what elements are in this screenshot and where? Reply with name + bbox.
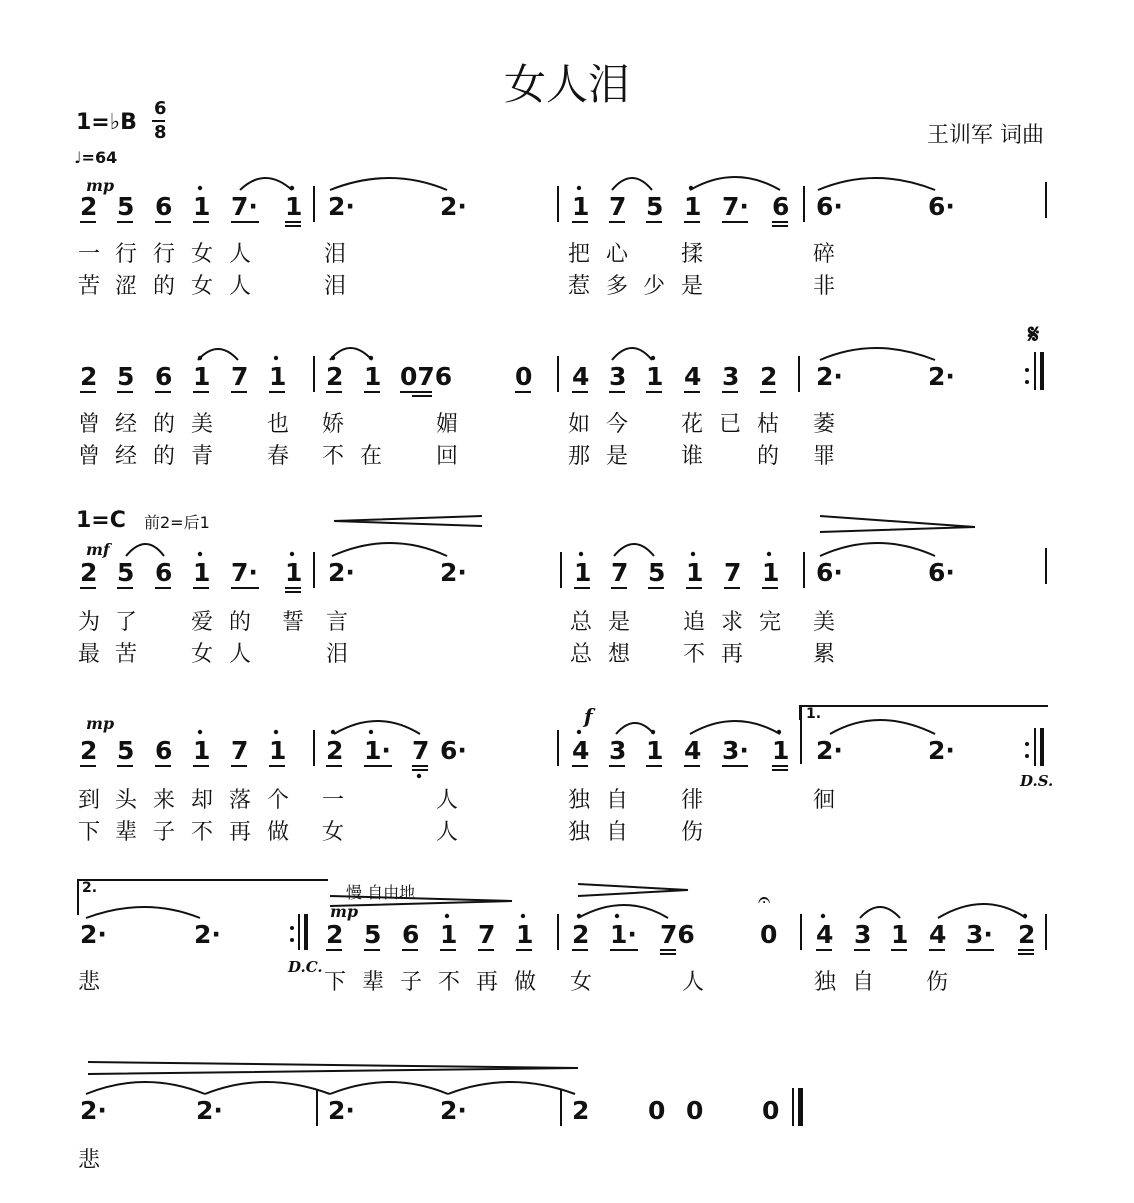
lyric: 花 [681, 412, 704, 437]
note: 1 [762, 558, 780, 587]
lyric: 曾 [78, 412, 101, 437]
note: 2· [440, 1096, 467, 1125]
lyric: 头 [115, 788, 138, 813]
lyric: 如 [568, 412, 591, 437]
lyric: 少 [643, 274, 666, 299]
note: 3 [854, 920, 872, 949]
note: 2 [80, 362, 98, 391]
tie [818, 178, 935, 190]
note: 5 [117, 362, 135, 391]
note: 1 [285, 558, 303, 587]
tie [830, 720, 935, 734]
lyric: 子 [153, 820, 176, 845]
note: 2· [328, 558, 355, 587]
note: 3· [722, 736, 749, 765]
lyric: 一 [78, 242, 101, 267]
lyric: 完 [759, 610, 782, 635]
lyric: 碎 [813, 242, 836, 267]
note: 0 [515, 362, 533, 391]
lyric: 自 [606, 788, 629, 813]
note: 1 [269, 362, 287, 391]
ending-first-label: 1. [806, 706, 822, 722]
slur [240, 178, 292, 190]
lyric: 女 [191, 274, 214, 299]
note: 2· [328, 1096, 355, 1125]
note: 3 [609, 736, 627, 765]
lyric: 萎 [813, 412, 836, 437]
lyric: 不 [191, 820, 214, 845]
note: 7· [231, 192, 258, 221]
note: 7 [478, 920, 496, 949]
note: 5 [117, 736, 135, 765]
note: 2 [80, 192, 98, 221]
slur [690, 177, 780, 190]
note: 1 [269, 736, 287, 765]
lyric: 辈 [115, 820, 138, 845]
lyric: 涩 [115, 274, 138, 299]
lyric: 为 [78, 610, 101, 635]
lyric: 泪 [324, 274, 347, 299]
note: 6· [816, 192, 843, 221]
note: 6 [155, 558, 173, 587]
note: 6 [155, 736, 173, 765]
tie [448, 1082, 575, 1094]
note: 7· [231, 558, 258, 587]
tie [332, 543, 447, 556]
lyric: 苦 [115, 642, 138, 667]
lyric: 女 [570, 970, 593, 995]
note: 3 [722, 362, 740, 391]
lyric: 枯 [757, 412, 780, 437]
note: 6· [816, 558, 843, 587]
lyric: 独 [568, 820, 591, 845]
lyric: 悲 [78, 970, 101, 995]
slur [616, 723, 654, 734]
note: 6· [440, 736, 467, 765]
note: 1 [686, 558, 704, 587]
lyric: 伤 [926, 970, 949, 995]
note: 5 [117, 192, 135, 221]
note: 1 [772, 736, 790, 765]
lyric: 不 [438, 970, 461, 995]
segno-icon: 𝄋 [1028, 320, 1040, 350]
note: 2· [440, 558, 467, 587]
key-change-note: 前2=后1 [144, 513, 210, 532]
lyric: 女 [191, 242, 214, 267]
tie [86, 1082, 205, 1094]
lyric: 今 [606, 412, 629, 437]
note: 2 [326, 920, 344, 949]
note: 5 [646, 192, 664, 221]
lyric: 非 [813, 274, 836, 299]
lyric: 一 [322, 788, 345, 813]
lyric: 徘 [681, 788, 704, 813]
lyric: 总 [570, 610, 593, 635]
dynamic-mp: mp [86, 176, 115, 195]
note: 4 [816, 920, 834, 949]
note: 1 [516, 920, 534, 949]
lyric: 经 [115, 412, 138, 437]
lyric: 了 [115, 610, 138, 635]
lyric: 谁 [681, 444, 704, 469]
note: 7 [412, 736, 430, 765]
lyric: 美 [191, 412, 214, 437]
lyric: 再 [229, 820, 252, 845]
ending-second-label: 2. [82, 880, 98, 896]
lyric: 再 [476, 970, 499, 995]
lyric: 行 [153, 242, 176, 267]
note: 1 [193, 736, 211, 765]
lyric: 独 [568, 788, 591, 813]
slur [578, 905, 668, 918]
note: 1 [193, 192, 211, 221]
note: 2 [80, 558, 98, 587]
composer-credit: 王训军 词曲 [927, 123, 1044, 148]
note: 0 [686, 1096, 704, 1125]
note: 1 [285, 192, 303, 221]
note: 3· [966, 920, 993, 949]
lyric: 苦 [78, 274, 101, 299]
fermata-icon: 𝄐 [758, 888, 771, 913]
note: 1 [440, 920, 458, 949]
slur [938, 904, 1026, 918]
note: 1· [364, 736, 391, 765]
lyric: 在 [360, 444, 383, 469]
note: 4 [572, 736, 590, 765]
note: 2· [328, 192, 355, 221]
lyric: 泪 [324, 242, 347, 267]
lyric: 不 [322, 444, 345, 469]
tie [820, 543, 935, 556]
lyric: 的 [757, 444, 780, 469]
note: 1 [646, 362, 664, 391]
note: 2· [440, 192, 467, 221]
slur [330, 348, 372, 360]
note: 1 [646, 736, 664, 765]
lyric: 自 [852, 970, 875, 995]
lyric: 再 [721, 642, 744, 667]
lyric: 做 [514, 970, 537, 995]
lyric: 伤 [681, 820, 704, 845]
lyric: 揉 [681, 242, 704, 267]
lyric: 爱 [191, 610, 214, 635]
note: 2· [80, 1096, 107, 1125]
note: 1 [193, 558, 211, 587]
note: 7 [231, 736, 249, 765]
note: 1 [364, 362, 382, 391]
note: 1 [574, 558, 592, 587]
tempo-marking: ♩=64 [74, 148, 118, 167]
key-change: 1=C [76, 508, 126, 533]
lyric: 是 [608, 610, 631, 635]
note: 5 [648, 558, 666, 587]
note: 2 [326, 362, 344, 391]
note: 7 [231, 362, 249, 391]
lyric: 已 [719, 412, 742, 437]
lyric: 美 [813, 610, 836, 635]
note: 0 [762, 1096, 780, 1125]
lyric: 累 [813, 642, 836, 667]
lyric: 人 [682, 970, 705, 995]
note: 1 [572, 192, 590, 221]
note: 2· [816, 736, 843, 765]
note: 2 [760, 362, 778, 391]
lyric: 曾 [78, 444, 101, 469]
note: 1· [610, 920, 637, 949]
lyric: 惹 [568, 274, 591, 299]
lyric: 春 [267, 444, 290, 469]
lyric: 人 [229, 242, 252, 267]
lyric: 媚 [436, 412, 459, 437]
slur [126, 544, 164, 556]
dynamic-mp: mp [86, 714, 115, 733]
note: 4 [572, 362, 590, 391]
lyric: 人 [436, 788, 459, 813]
slur [612, 178, 652, 190]
note: 2 [326, 736, 344, 765]
lyric: 的 [229, 610, 252, 635]
lyric: 自 [606, 820, 629, 845]
slur [198, 349, 238, 360]
lyric: 娇 [322, 412, 345, 437]
time-sig-bottom: 8 [154, 122, 167, 143]
lyric: 来 [153, 788, 176, 813]
lyric: 落 [229, 788, 252, 813]
lyric: 到 [78, 788, 101, 813]
slur [614, 544, 654, 556]
crescendo-hairpin [334, 516, 482, 526]
lyric: 最 [78, 642, 101, 667]
note: 2· [196, 1096, 223, 1125]
lyric: 言 [326, 610, 349, 635]
note: 2 [1018, 920, 1036, 949]
decrescendo-hairpin [330, 896, 512, 906]
tempo-slow: 慢 自由地 [346, 883, 416, 902]
decrescendo-hairpin [88, 1062, 578, 1074]
decrescendo-hairpin [820, 516, 975, 532]
note: 0 [648, 1096, 666, 1125]
lyric: 总 [570, 642, 593, 667]
lyric: 徊 [813, 788, 836, 813]
note: 3 [609, 362, 627, 391]
tie [820, 348, 935, 360]
lyric: 做 [267, 820, 290, 845]
lyric: 想 [608, 642, 631, 667]
lyric: 回 [436, 444, 459, 469]
note: 6 [772, 192, 790, 221]
lyric: 的 [153, 412, 176, 437]
lyric: 心 [606, 242, 629, 267]
lyric: 人 [229, 274, 252, 299]
note: 6 [402, 920, 420, 949]
note: 2 [572, 920, 590, 949]
lyric: 人 [229, 642, 252, 667]
lyric: 的 [153, 274, 176, 299]
key-signature: 1=♭B [76, 110, 137, 135]
note: 7· [722, 192, 749, 221]
note: 5 [117, 558, 135, 587]
lyric: 下 [324, 970, 347, 995]
lyric: 女 [191, 642, 214, 667]
da-capo-mark: D.C. [288, 958, 323, 976]
tie [330, 178, 447, 190]
slur [860, 907, 900, 918]
note: 4 [684, 736, 702, 765]
note: 7 [724, 558, 742, 587]
note: 076 [400, 362, 453, 391]
lyric: 青 [191, 444, 214, 469]
lyric: 是 [681, 274, 704, 299]
note: 2· [928, 362, 955, 391]
note: 76 [660, 920, 695, 949]
dynamic-mf: mf [86, 540, 110, 559]
note: 6 [155, 192, 173, 221]
note: 2· [80, 920, 107, 949]
note: 4 [929, 920, 947, 949]
note: 7 [609, 192, 627, 221]
lyric: 是 [606, 444, 629, 469]
lyric: 泪 [326, 642, 349, 667]
lyric: 誓 [282, 610, 305, 635]
dynamic-f: f [584, 704, 593, 728]
lyric: 辈 [362, 970, 385, 995]
lyric: 个 [267, 788, 290, 813]
lyric: 人 [436, 820, 459, 845]
lyric: 下 [78, 820, 101, 845]
note: 2· [816, 362, 843, 391]
tie [205, 1082, 330, 1094]
lyric: 不 [683, 642, 706, 667]
lyric: 多 [606, 274, 629, 299]
lyric: 却 [191, 788, 214, 813]
ending-first-bracket [800, 706, 1048, 720]
lyric: 也 [267, 412, 290, 437]
note: 6· [928, 558, 955, 587]
lyric: 追 [683, 610, 706, 635]
lyric: 悲 [78, 1148, 101, 1173]
lyric: 求 [721, 610, 744, 635]
slur [334, 721, 420, 734]
page-title: 女人泪 [503, 60, 630, 109]
decrescendo-hairpin [578, 884, 688, 896]
lyric: 把 [568, 242, 591, 267]
note: 6· [928, 192, 955, 221]
lyric: 罪 [813, 444, 836, 469]
tie [330, 1082, 448, 1094]
note: 2 [80, 736, 98, 765]
note: 6 [155, 362, 173, 391]
slur [612, 348, 652, 360]
lyric: 经 [115, 444, 138, 469]
dal-segno-mark: D.S. [1020, 772, 1054, 790]
lyric: 行 [115, 242, 138, 267]
dynamic-mp: mp [330, 902, 359, 921]
note: 7 [611, 558, 629, 587]
note: 1 [684, 192, 702, 221]
lyric: 的 [153, 444, 176, 469]
time-sig-top: 6 [154, 98, 167, 119]
slur [690, 721, 780, 734]
lyric: 那 [568, 444, 591, 469]
note: 1 [193, 362, 211, 391]
lyric: 女 [322, 820, 345, 845]
note: 4 [684, 362, 702, 391]
note: 0 [760, 920, 778, 949]
note: 2 [572, 1096, 590, 1125]
note: 2· [194, 920, 221, 949]
note: 1 [891, 920, 909, 949]
lyric: 子 [400, 970, 423, 995]
note: 2· [928, 736, 955, 765]
tie [86, 907, 200, 918]
note: 5 [364, 920, 382, 949]
lyric: 独 [814, 970, 837, 995]
